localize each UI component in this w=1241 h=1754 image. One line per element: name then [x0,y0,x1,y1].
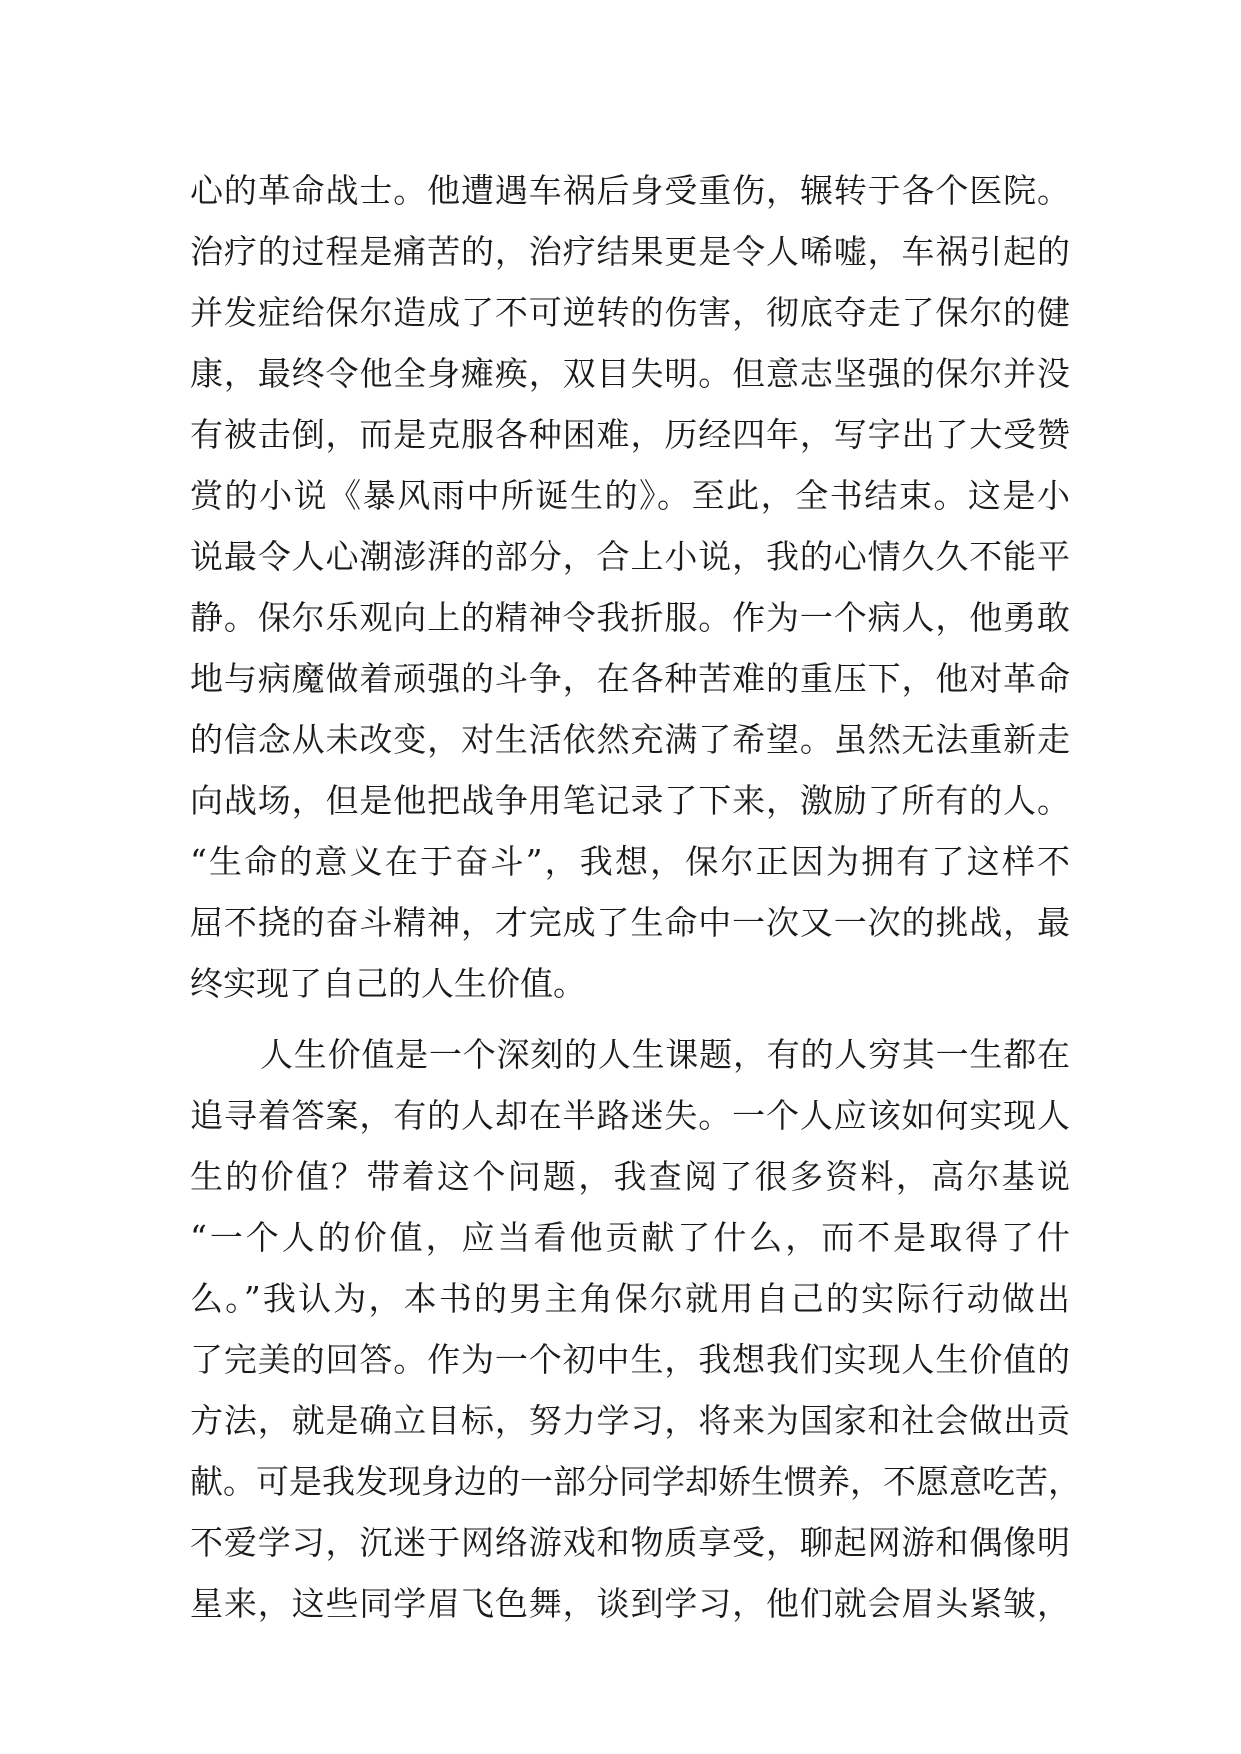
paragraph-gap [190,1014,1070,1024]
text-line: 不爱学习，沉迷于网络游戏和物质享受，聊起网游和偶像明 [190,1523,1070,1562]
text-line: 地与病魔做着顽强的斗争，在各种苦难的重压下，他对革命 [190,659,1070,698]
text-line: 向战场，但是他把战争用笔记录了下来，激励了所有的人。 [190,781,1070,820]
text-line: “一个人的价值，应当看他贡献了什么，而不是取得了什 [190,1218,1070,1257]
paragraph-2 [190,1024,1081,1634]
text-line: 献。可是我发现身边的一部分同学却娇生惯养，不愿意吃苦， [190,1462,1081,1501]
text-line: 并发症给保尔造成了不可逆转的伤害，彻底夺走了保尔的健 [190,293,1070,332]
text-line: 说最令人心潮澎湃的部分，合上小说，我的心情久久不能平 [190,537,1070,576]
text-line: 了完美的回答。作为一个初中生，我想我们实现人生价值的 [190,1340,1070,1379]
text-line: 追寻着答案，有的人却在半路迷失。一个人应该如何实现人 [190,1096,1070,1135]
text-line: 心的革命战士。他遭遇车祸后身受重伤，辗转于各个医院。 [190,171,1070,210]
text-line: 终实现了自己的人生价值。 [190,964,586,1003]
text-line: 有被击倒，而是克服各种困难，历经四年，写字出了大受赞 [190,415,1070,454]
text-line: 人生价值是一个深刻的人生课题，有的人穷其一生都在 [260,1035,1070,1074]
text-line: 生的价值？带着这个问题，我查阅了很多资料，高尔基说 [190,1157,1070,1196]
text-line: 赏的小说《暴风雨中所诞生的》。至此，全书结束。这是小 [190,476,1070,515]
text-line: 么。”我认为，本书的男主角保尔就用自己的实际行动做出 [190,1279,1070,1318]
text-line: 康，最终令他全身瘫痪，双目失明。但意志坚强的保尔并没 [190,354,1070,393]
text-line: 屈不挠的奋斗精神，才完成了生命中一次又一次的挑战，最 [190,903,1070,942]
text-line: 方法，就是确立目标，努力学习，将来为国家和社会做出贡 [190,1401,1070,1440]
text-line: 星来，这些同学眉飞色舞，谈到学习，他们就会眉头紧皱， [190,1584,1070,1623]
text-line: “生命的意义在于奋斗”，我想，保尔正因为拥有了这样不 [190,842,1070,881]
text-line: 治疗的过程是痛苦的，治疗结果更是令人唏嘘，车祸引起的 [190,232,1070,271]
text-line: 的信念从未改变，对生活依然充满了希望。虽然无法重新走 [190,720,1070,759]
text-line: 静。保尔乐观向上的精神令我折服。作为一个病人，他勇敢 [190,598,1070,637]
paragraph-1 [190,160,1070,1014]
document-body [190,160,1081,1634]
